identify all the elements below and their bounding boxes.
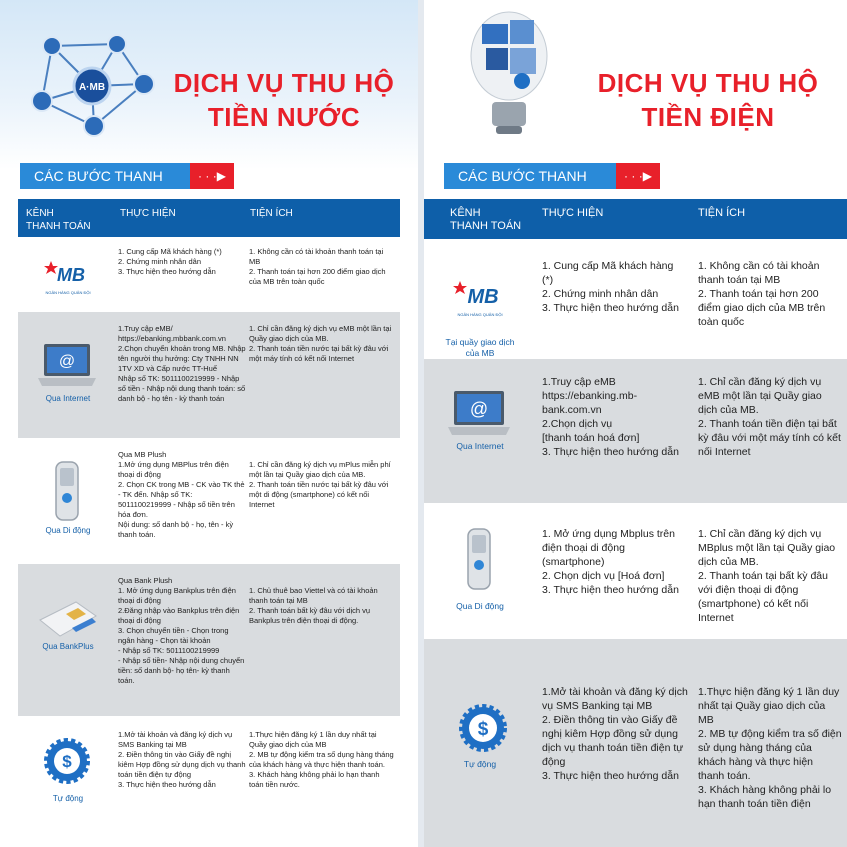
mb-logo-icon [452,279,508,311]
header-benefit: TIỆN ÍCH [698,207,746,219]
table-row [424,503,847,639]
table-row [424,239,847,359]
header-channel: KÊNH THANH TOÁN [450,207,522,232]
sim-card-icon [36,598,100,640]
svg-text:$: $ [62,752,72,771]
header-action: THỰC HIỆN [120,208,176,219]
header-channel: KÊNH THANH TOÁN [26,208,91,232]
channel-label: Qua BankPlus [42,642,94,651]
svg-text:@: @ [58,353,76,370]
water-bill-panel [0,0,418,847]
left-payment-table [18,199,400,830]
mobile-phone-icon [464,527,494,591]
table-row [424,639,847,847]
right-title-line1: DỊCH VỤ THU HỘ [597,68,819,98]
auto-payment-gear-icon [458,703,508,753]
table-row [18,438,400,564]
action-text: Qua Bank Plush 1. Mở ứng dụng Bankplus trên điện thoại di động 2.Đăng nhập vào Bankplus trên điện thoại di động 3. Chọn chuyển tiền - Chọn trong ngân hàng - Chọn tài khoản - Nhập số TK: 5011100219999 - Nhập số tiền- Nhập nội dung chuyển tiền: số danh bộ- họ tên- kỳ thanh toán. [118,576,245,685]
auto-payment-gear-icon [44,738,90,784]
channel-label: Qua Di động [45,526,91,535]
arrow-right-icon: · · ·▶ [616,163,660,189]
svg-text:$: $ [477,719,489,740]
action-text: 1. Cung cấp Mã khách hàng (*) 2. Chứng minh nhân dân 3. Thực hiện theo hướng dẫn [542,260,679,314]
table-row [424,359,847,503]
header-action: THỰC HIỆN [542,207,604,219]
channel-label: Qua Di động [456,601,504,611]
right-steps-label: CÁC BƯỚC THANH [444,163,616,189]
benefit-text: 1.Thực hiện đăng ký 1 lần duy nhất tại Quầy giao dịch của MB 2. MB tự động kiểm tra số điện sử dụng hàng tháng của khách hàng và thực hiện thanh toán. 3. Khách hàng không phải lo hạn thanh toán tiền điện [698,686,842,810]
action-text: 1.Truy cập eMB/ https://ebanking.mbbank.com.vn 2.Chọn chuyển khoản trong MB. Nhập tên người thụ hưởng: Cty TNHH NN 1TV XD và Cấp nước TT-Huế Nhập số TK: 5011100219999 - Nhập số tiền - Nhập nội dung thanh toán: số danh bộ - họ tên - kỳ thanh toán [118,324,246,403]
header-benefit: TIỆN ÍCH [250,208,293,219]
left-steps-label: CÁC BƯỚC THANH [20,163,190,189]
action-text: 1.Mở tài khoản và đăng ký dịch vụ SMS Banking tại MB 2. Điền thông tin vào Giấy đề nghị kiêm Hợp đồng sử dụng dịch vụ thanh toán tiền điện tự động 3. Thực hiện theo hướng dẫn [118,730,246,789]
benefit-text: 1.Thực hiện đăng ký 1 lần duy nhất tại Quầy giao dịch của MB 2. MB tự động kiểm tra số dụng hàng tháng của khách hàng và thực hiện thanh toán. 3. Khách hàng không phải lo hạn thanh toán tiền nước. [249,730,394,789]
mb-logo-icon [43,259,93,289]
table-row [18,716,400,830]
channel-label: Tại quầy giao dịch của MB [445,337,515,358]
electricity-bill-panel [424,0,847,847]
table-row [18,312,400,438]
table-header [424,199,847,239]
svg-text:MB: MB [57,265,85,285]
benefit-text: 1. Chủ thuê bao Viettel và có tài khoản thanh toán tại MB 2. Thanh toán bất kỳ đâu với dịch vụ Bankplus trên điện thoại di động. [249,586,378,625]
benefit-text: 1. Chỉ cần đăng ký dịch vụ eMB một lần tại Quầy giao dịch của MB. 2. Thanh toán tiền nước tại bất kỳ đâu với một máy tính có kết nối Internet [249,324,392,363]
arrow-right-icon: · · ·▶ [190,163,234,189]
left-title-line2: TIỀN NƯỚC [207,102,361,132]
action-text: 1. Mở ứng dụng Mbplus trên điện thoại di động (smartphone) 2. Chọn dịch vụ [Hoá đơn] 3. Thực hiện theo hướng dẫn [542,528,679,596]
svg-text:MB: MB [467,286,499,308]
action-text: 1.Truy cập eMB https://ebanking.mb- bank.com.vn 2.Chọn dịch vụ [thanh toán hoá đơn] 3. Thực hiện theo hướng dẫn [542,376,679,458]
benefit-text: 1. Chỉ cần đăng ký dịch vụ MBplus một lần tại Quầy giao dịch của MB. 2. Thanh toán tại bất kỳ đâu với điện thoại di động (smartphone) có kết nối Internet [698,528,836,624]
left-title-line1: DỊCH VỤ THU HỘ [173,68,395,98]
table-row [18,564,400,716]
channel-label: Qua Internet [45,394,91,403]
mobile-phone-icon [52,460,82,522]
channel-label: Qua Internet [456,441,504,451]
laptop-icon [446,389,512,437]
svg-text:@: @ [469,399,489,419]
table-header [18,199,400,237]
mb-logo-subtext: NGÂN HÀNG QUÂN ĐỘI [457,312,503,317]
action-text: 1. Cung cấp Mã khách hàng (*) 2. Chứng minh nhân dân 3. Thực hiện theo hướng dẫn [118,247,222,276]
right-payment-table [424,199,847,847]
benefit-text: 1. Chỉ cần đăng ký dịch vụ mPlus miễn phí một lần tại Quầy giao dịch của MB. 2. Thanh toán tiền nước tại bất kỳ đâu với một di động (smartphone) có kết nối Internet [249,460,391,509]
table-row [18,237,400,312]
right-title-line2: TIỀN ĐIỆN [641,102,775,132]
network-illustration [22,26,162,146]
benefit-text: 1. Chỉ cần đăng ký dịch vụ eMB một lần tại Quầy giao dịch của MB. 2. Thanh toán tiền điện tại bất kỳ đâu với một máy tính có kết nối Internet [698,376,841,458]
laptop-icon [36,342,98,388]
lightbulb-illustration [464,6,554,146]
action-text: Qua MB Plush 1.Mở ứng dụng MBPlus trên điện thoại di động 2. Chọn CK trong MB - CK vào TK thẻ - TK đến. Nhập số TK: 5011100219999 - Nhập số tiền trên hóa đơn. Nội dung: số danh bộ - họ, tên - kỳ thanh toán. [118,450,245,539]
benefit-text: 1. Không cần có tài khoản thanh toán tại MB 2. Thanh toán tại hơn 200 điểm giao dịch của MB trên toàn quốc [249,247,386,286]
action-text: 1.Mở tài khoản và đăng ký dịch vụ SMS Banking tại MB 2. Điền thông tin vào Giấy đề nghị kiêm Hợp đồng sử dụng dịch vụ thanh toán tiền điện tự động 3. Thực hiện theo hướng dẫn [542,686,688,782]
benefit-text: 1. Không cần có tài khoản thanh toán tại MB 2. Thanh toán tại hơn 200 điểm giao dịch của MB trên toàn quốc [698,260,826,328]
channel-label: Tự động [52,794,84,803]
mb-logo-subtext: NGÂN HÀNG QUÂN ĐỘI [45,290,91,295]
channel-label: Tự động [463,759,497,769]
svg-text:A·MB: A·MB [78,82,106,93]
